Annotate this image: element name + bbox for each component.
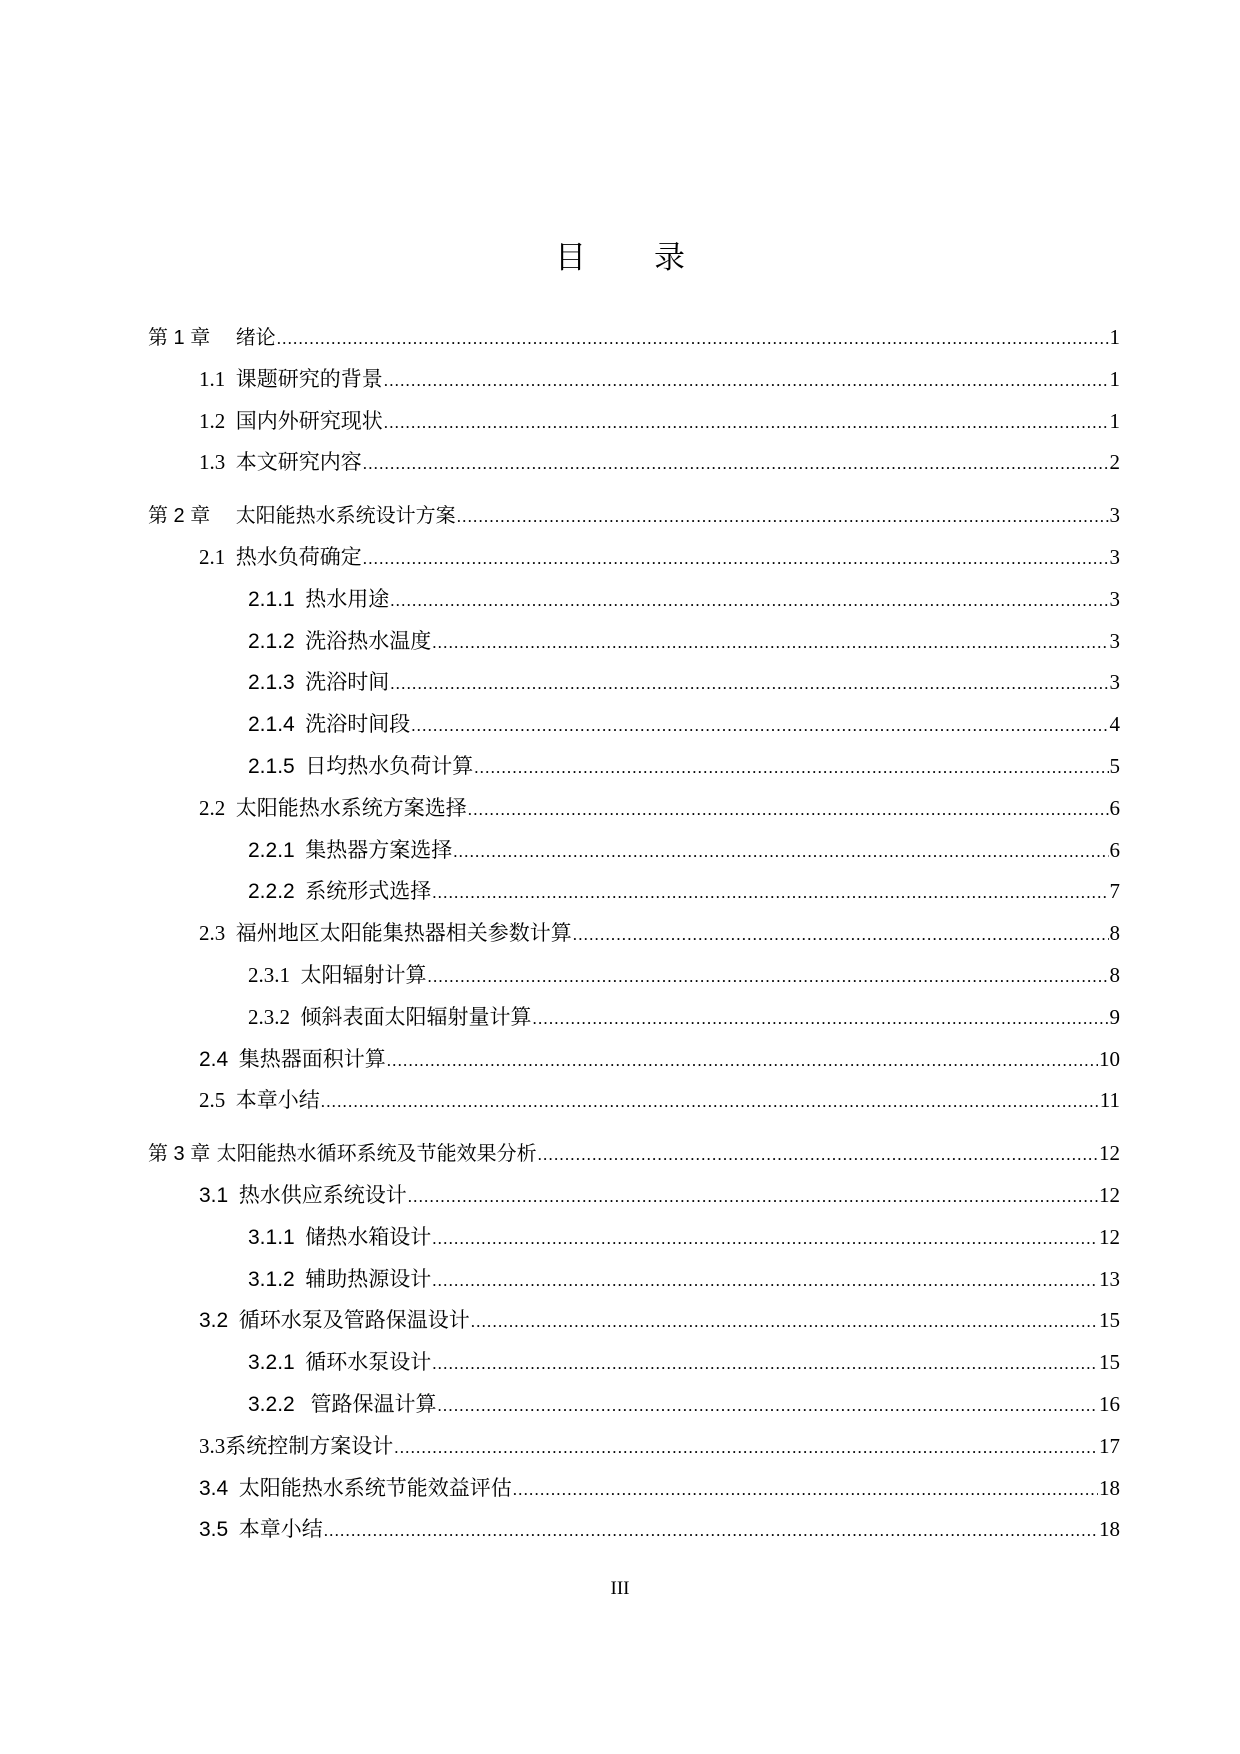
entry-title: 热水负荷确定 (235, 544, 362, 569)
entry-number: 1.1 (199, 366, 226, 391)
toc-entry[interactable] (148, 662, 1120, 704)
entry-page-number: 16 (1099, 1391, 1120, 1416)
entry-number: 3.2.2 (248, 1392, 295, 1416)
entry-title: 本章小结 (238, 1517, 323, 1542)
spacer (228, 1175, 239, 1217)
entry-number: 3.2 (199, 1309, 229, 1333)
entry-page-number: 1 (1109, 408, 1120, 433)
dot-leader (533, 998, 1109, 1040)
entry-page-number: 3 (1109, 586, 1120, 611)
entry-title: 太阳能热水循环系统及节能效果分析 (216, 1141, 537, 1166)
toc-entry[interactable] (148, 401, 1120, 443)
toc-entry[interactable] (148, 913, 1120, 955)
toc-entry[interactable] (148, 871, 1120, 913)
entry-page-number: 3 (1109, 503, 1120, 528)
entry-title: 热水用途 (305, 586, 390, 611)
entry-page-number: 18 (1099, 1475, 1120, 1500)
toc-entry[interactable] (148, 537, 1120, 579)
entry-page-number: 12 (1099, 1224, 1120, 1249)
toc-entry[interactable] (148, 359, 1120, 401)
dot-leader (432, 872, 1108, 914)
dot-leader (453, 831, 1108, 873)
dot-leader (432, 1218, 1098, 1260)
dot-leader (277, 318, 1109, 360)
entry-number: 2.2 (199, 795, 226, 820)
entry-title: 太阳辐射计算 (300, 962, 427, 987)
dot-leader (363, 443, 1109, 485)
dot-leader (363, 538, 1109, 580)
toc-entry[interactable] (148, 1468, 1120, 1510)
spacer (290, 955, 301, 997)
dot-leader (394, 1427, 1098, 1469)
entry-number: 2.1.1 (248, 587, 295, 611)
toc-entry[interactable] (148, 1080, 1120, 1122)
dot-leader (390, 663, 1108, 705)
entry-title: 太阳能热水系统节能效益评估 (238, 1475, 512, 1500)
entry-number: 2.1.5 (248, 754, 295, 778)
spacer (228, 1300, 239, 1342)
entry-page-number: 9 (1109, 1004, 1120, 1029)
dot-leader (432, 1260, 1098, 1302)
entry-number: 3.1.1 (248, 1225, 295, 1249)
toc-entry[interactable] (148, 1384, 1120, 1426)
entry-title: 洗浴时间段 (305, 712, 411, 737)
entry-title: 洗浴热水温度 (305, 628, 432, 653)
title-char: 目 (555, 240, 586, 276)
entry-page-number: 15 (1099, 1308, 1120, 1333)
spacer (295, 662, 306, 704)
toc-entry[interactable] (148, 746, 1120, 788)
spacer (210, 495, 235, 537)
spacer (225, 913, 236, 955)
entry-page-number: 13 (1099, 1266, 1120, 1291)
dot-leader (387, 1040, 1098, 1082)
entry-page-number: 12 (1099, 1182, 1120, 1207)
spacer (225, 537, 236, 579)
entry-title: 日均热水负荷计算 (305, 753, 474, 778)
dot-leader (513, 1469, 1098, 1511)
spacer (295, 704, 306, 746)
spacer (228, 1468, 239, 1510)
toc-entry[interactable] (148, 579, 1120, 621)
entry-page-number: 2 (1109, 450, 1120, 475)
spacer (225, 1080, 236, 1122)
dot-leader (538, 1134, 1098, 1176)
entry-page-number: 6 (1109, 795, 1120, 820)
entry-number: 2.1 (199, 544, 226, 569)
entry-number: 3.3 (199, 1433, 226, 1458)
entry-page-number: 5 (1109, 753, 1120, 778)
toc-entry[interactable] (148, 1175, 1120, 1217)
table-of-contents (148, 317, 1120, 1551)
entry-page-number: 8 (1109, 921, 1120, 946)
entry-page-number: 12 (1099, 1141, 1120, 1166)
spacer (295, 1384, 311, 1426)
entry-title: 集热器方案选择 (305, 837, 453, 862)
spacer (225, 359, 236, 401)
toc-entry[interactable] (148, 1039, 1120, 1081)
toc-entry[interactable] (148, 1426, 1120, 1468)
entry-number: 第 3 章 (148, 1143, 211, 1166)
entry-title: 倾斜表面太阳辐射量计算 (300, 1004, 532, 1029)
toc-entry[interactable] (148, 704, 1120, 746)
entry-title: 福州地区太阳能集热器相关参数计算 (235, 921, 572, 946)
entry-number: 2.4 (199, 1047, 229, 1071)
entry-title: 课题研究的背景 (235, 366, 383, 391)
entry-title: 储热水箱设计 (305, 1224, 432, 1249)
entry-number: 2.2.2 (248, 880, 295, 904)
dot-leader (468, 789, 1109, 831)
toc-entry[interactable] (148, 1259, 1120, 1301)
entry-title: 国内外研究现状 (235, 408, 383, 433)
entry-title: 系统控制方案设计 (225, 1433, 394, 1458)
entry-title: 管路保温计算 (310, 1391, 437, 1416)
entry-number: 第 2 章 (148, 505, 211, 528)
dot-leader (384, 402, 1109, 444)
dot-leader (457, 496, 1109, 538)
dot-leader (471, 1301, 1098, 1343)
entry-page-number: 8 (1109, 962, 1120, 987)
spacer (295, 1259, 306, 1301)
entry-number: 3.4 (199, 1476, 229, 1500)
dot-leader (573, 914, 1109, 956)
toc-entry[interactable] (148, 830, 1120, 872)
spacer (210, 317, 235, 359)
entry-number: 3.1.2 (248, 1267, 295, 1291)
toc-entry[interactable] (148, 442, 1120, 484)
entry-title: 辅助热源设计 (305, 1266, 432, 1291)
spacer (225, 788, 236, 830)
entry-title: 太阳能热水系统设计方案 (235, 503, 456, 528)
dot-leader (384, 360, 1109, 402)
toc-chapter-entry[interactable] (148, 1133, 1120, 1175)
entry-page-number: 7 (1109, 879, 1120, 904)
toc-entry[interactable] (148, 1217, 1120, 1259)
toc-entry[interactable] (148, 1300, 1120, 1342)
entry-page-number: 1 (1109, 366, 1120, 391)
dot-leader (432, 622, 1108, 664)
toc-entry[interactable] (148, 1509, 1120, 1551)
toc-entry[interactable] (148, 1342, 1120, 1384)
toc-entry[interactable] (148, 788, 1120, 830)
spacer (295, 830, 306, 872)
title-char: 录 (654, 240, 685, 276)
entry-title: 本文研究内容 (235, 450, 362, 475)
toc-entry[interactable] (148, 621, 1120, 663)
dot-leader (411, 705, 1108, 747)
entry-title: 循环水泵及管路保温设计 (238, 1308, 470, 1333)
page-title (0, 232, 1240, 277)
dot-leader (428, 956, 1109, 998)
spacer (290, 997, 301, 1039)
entry-page-number: 3 (1109, 670, 1120, 695)
entry-title: 循环水泵设计 (305, 1350, 432, 1375)
entry-page-number: 6 (1109, 837, 1120, 862)
entry-number: 1.3 (199, 450, 226, 475)
spacer (295, 746, 306, 788)
entry-number: 3.1 (199, 1183, 229, 1207)
entry-page-number: 17 (1099, 1433, 1120, 1458)
entry-page-number: 3 (1109, 544, 1120, 569)
entry-number: 1.2 (199, 408, 226, 433)
dot-leader (408, 1176, 1098, 1218)
entry-page-number: 18 (1099, 1517, 1120, 1542)
entry-number: 3.5 (199, 1518, 229, 1542)
entry-number: 3.2.1 (248, 1351, 295, 1375)
entry-title: 热水供应系统设计 (238, 1182, 407, 1207)
entry-number: 2.1.2 (248, 629, 295, 653)
spacer (295, 1342, 306, 1384)
entry-number: 2.1.3 (248, 671, 295, 695)
dot-leader (390, 580, 1108, 622)
spacer (225, 401, 236, 443)
entry-title: 洗浴时间 (305, 670, 390, 695)
entry-page-number: 15 (1099, 1350, 1120, 1375)
entry-number: 第 1 章 (148, 327, 211, 349)
entry-page-number: 11 (1099, 1088, 1120, 1113)
toc-chapter-entry[interactable] (148, 317, 1120, 359)
entry-number: 2.1.4 (248, 713, 295, 737)
entry-page-number: 3 (1109, 628, 1120, 653)
toc-entry[interactable] (148, 955, 1120, 997)
spacer (295, 1217, 306, 1259)
entry-page-number: 10 (1099, 1046, 1120, 1071)
dot-leader (321, 1081, 1099, 1123)
entry-number: 2.2.1 (248, 838, 295, 862)
dot-leader (437, 1385, 1098, 1427)
entry-page-number: 4 (1109, 712, 1120, 737)
entry-title: 本章小结 (235, 1088, 320, 1113)
entry-title: 集热器面积计算 (238, 1046, 386, 1071)
spacer (225, 442, 236, 484)
spacer (228, 1039, 239, 1081)
dot-leader (474, 747, 1108, 789)
entry-title: 绪论 (235, 325, 276, 349)
spacer (295, 871, 306, 913)
entry-number: 2.3.1 (248, 962, 290, 987)
toc-chapter-entry[interactable] (148, 495, 1120, 537)
entry-title: 太阳能热水系统方案选择 (235, 795, 467, 820)
dot-leader (324, 1510, 1098, 1552)
entry-number: 2.5 (199, 1088, 226, 1113)
entry-number: 2.3 (199, 921, 226, 946)
page-number: III (610, 1578, 630, 1599)
entry-number: 2.3.2 (248, 1004, 290, 1029)
entry-title: 系统形式选择 (305, 879, 432, 904)
spacer (295, 579, 306, 621)
spacer (295, 621, 306, 663)
dot-leader (432, 1343, 1098, 1385)
spacer (228, 1509, 239, 1551)
entry-page-number: 1 (1109, 325, 1120, 349)
toc-entry[interactable] (148, 997, 1120, 1039)
